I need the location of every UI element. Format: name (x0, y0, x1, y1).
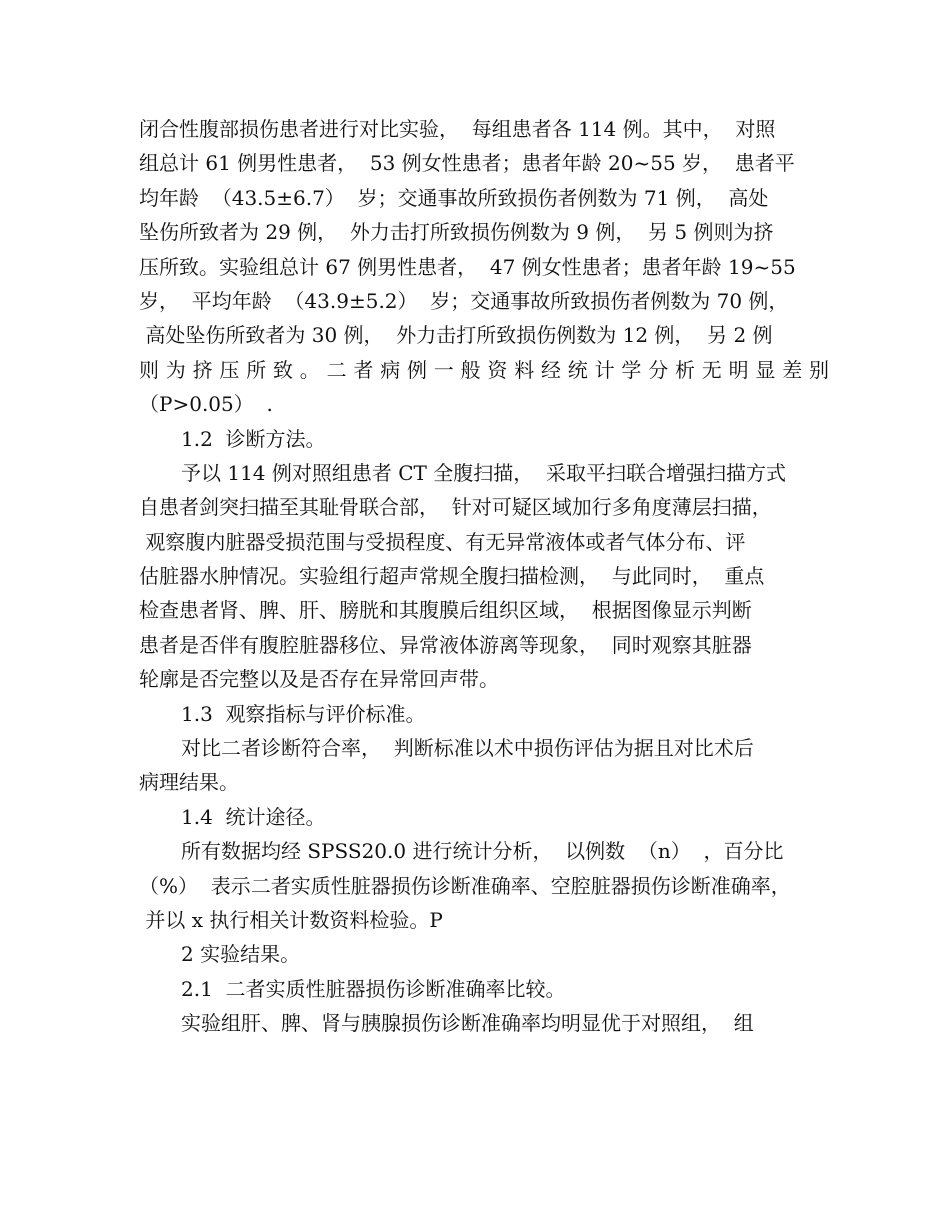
section-heading: 1.4 统计途径。 (181, 804, 326, 829)
text-line: （%） 表示二者实质性脏器损伤诊断准确率、空腔脏器损伤诊断准确率， (139, 873, 791, 898)
text-line: 予以 114 例对照组患者 CT 全腹扫描， 采取平扫联合增强扫描方式 (181, 460, 786, 485)
text-line: 患者是否伴有腹腔脏器移位、异常液体游离等现象， 同时观察其脏器 (139, 632, 752, 657)
text-line: 所有数据均经 SPSS20.0 进行统计分析， 以例数 （n） ，百分比 (181, 839, 784, 864)
text-line: 组总计 61 例男性患者， 53 例女性患者；患者年龄 20~55 岁， 患者平 (139, 151, 795, 176)
text-line: （P>0.05） . (139, 392, 273, 417)
text-line: 则为挤压所致。二者病例一般资料经统计学分析无明显差别 (139, 357, 829, 382)
text-line: 岁， 平均年龄 （43.9±5.2） 岁；交通事故所致损伤者例数为 70 例， (139, 288, 789, 313)
text-line: 自患者剑突扫描至其耻骨联合部， 针对可疑区域加行多角度薄层扫描， (139, 495, 772, 520)
text-line: 病理结果。 (139, 770, 239, 795)
section-heading: 2.1 二者实质性脏器损伤诊断准确率比较。 (181, 976, 566, 1001)
body-text (139, 112, 829, 1041)
text-line: 高处坠伤所致者为 30 例， 外力击打所致损伤例数为 12 例， 另 2 例 (139, 323, 773, 348)
text-line: 坠伤所致者为 29 例， 外力击打所致损伤例数为 9 例， 另 5 例则为挤 (139, 220, 774, 245)
text-line: 均年龄 （43.5±6.7） 岁；交通事故所致损伤者例数为 71 例， 高处 (139, 185, 769, 210)
text-line: 并以 x 执行相关计数资料检验。P (139, 907, 443, 932)
text-line: 轮廓是否完整以及是否存在异常回声带。 (139, 667, 499, 692)
text-line: 实验组肝、脾、肾与胰腺损伤诊断准确率均明显优于对照组， 组 (181, 1011, 754, 1036)
text-line: 压所致。实验组总计 67 例男性患者， 47 例女性患者；患者年龄 19~55 (139, 254, 796, 279)
text-line: 观察腹内脏器受损范围与受损程度、有无异常液体或者气体分布、评 (139, 529, 746, 554)
text-line: 对比二者诊断符合率， 判断标准以术中损伤评估为据且对比术后 (181, 736, 754, 761)
section-heading: 2 实验结果。 (181, 942, 301, 967)
text-line: 估脏器水肿情况。实验组行超声常规全腹扫描检测， 与此同时， 重点 (139, 564, 765, 589)
text-line: 闭合性腹部损伤患者进行对比实验， 每组患者各 114 例。其中， 对照 (139, 117, 776, 141)
section-heading: 1.3 观察指标与评价标准。 (181, 701, 426, 726)
text-line: 检查患者肾、脾、肝、膀胱和其腹膜后组织区域， 根据图像显示判断 (139, 598, 752, 623)
section-heading: 1.2 诊断方法。 (181, 426, 326, 451)
